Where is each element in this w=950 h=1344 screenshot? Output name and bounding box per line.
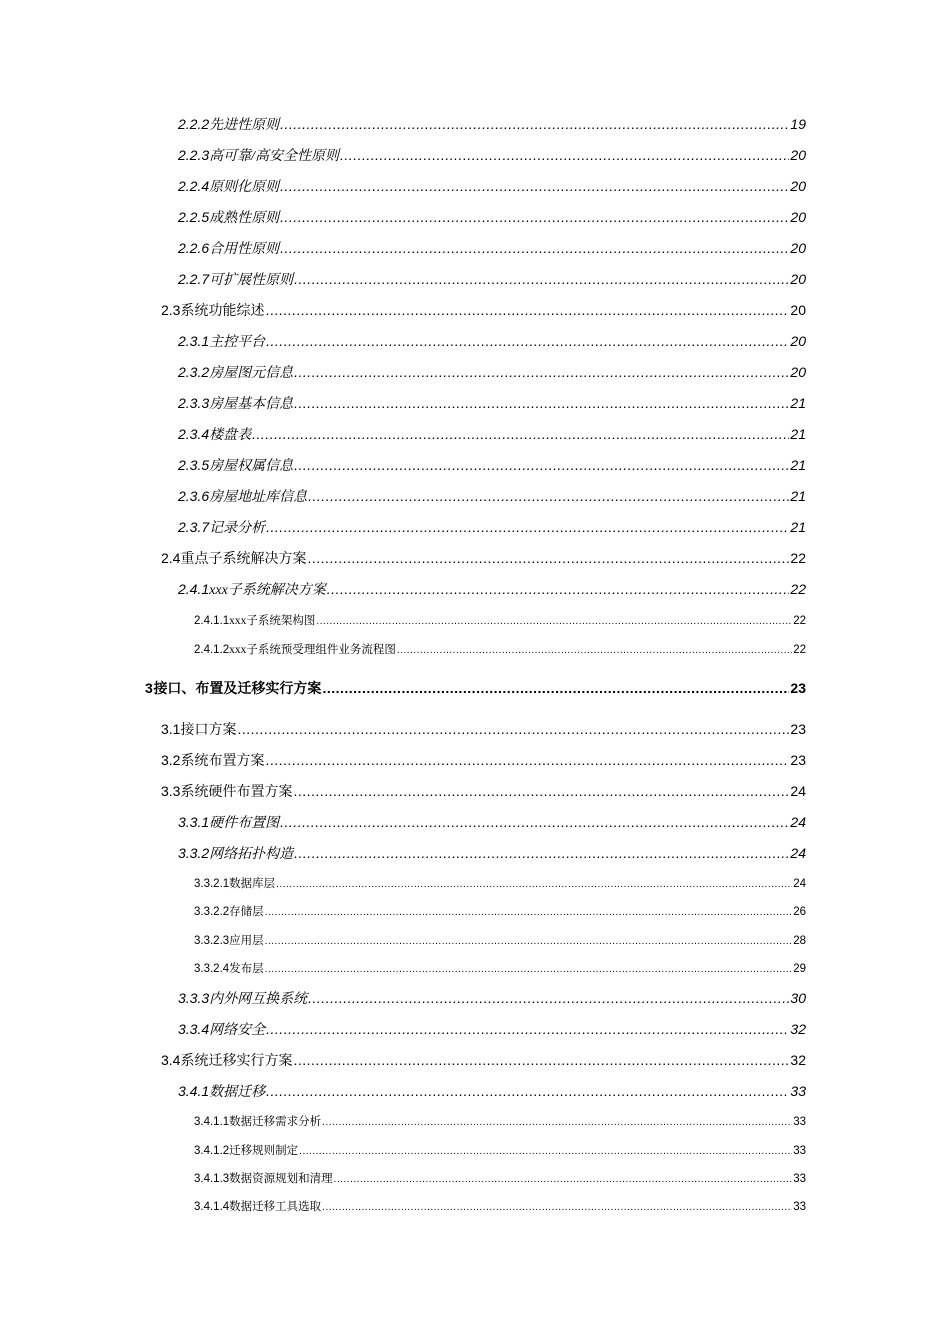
toc-page-number: 33 bbox=[790, 1083, 806, 1099]
dot-leader bbox=[266, 333, 789, 349]
toc-title: 成熟性原则 bbox=[209, 211, 280, 226]
toc-title: 硬件布置图 bbox=[209, 816, 280, 831]
toc-number: 2.3.4 bbox=[178, 426, 210, 442]
toc-page-number: 20 bbox=[790, 240, 806, 256]
dot-leader bbox=[265, 752, 789, 768]
dot-leader bbox=[293, 1052, 789, 1068]
toc-page-number: 33 bbox=[793, 1145, 806, 1157]
toc-page-number: 26 bbox=[793, 906, 806, 918]
toc-title: 系统硬件布置方案 bbox=[180, 785, 293, 800]
toc-page-number: 24 bbox=[793, 878, 806, 890]
toc-title: 系统功能综述 bbox=[180, 304, 265, 319]
toc-number: 3 bbox=[145, 680, 153, 696]
dot-leader bbox=[294, 845, 789, 861]
toc-number: 2.3.2 bbox=[178, 364, 210, 380]
toc-number: 3.3.2 bbox=[178, 845, 210, 861]
toc-number: 2.3.5 bbox=[178, 457, 210, 473]
dot-leader bbox=[294, 271, 789, 287]
toc-page-number: 33 bbox=[793, 1201, 806, 1213]
toc-page-number: 23 bbox=[790, 680, 806, 696]
toc-page-number: 22 bbox=[793, 615, 806, 627]
toc-number: 3.3.1 bbox=[178, 814, 210, 830]
toc-entry[interactable] bbox=[178, 114, 806, 134]
dot-leader bbox=[280, 209, 789, 225]
toc-number: 2.3 bbox=[161, 302, 181, 318]
toc-page-number: 24 bbox=[790, 783, 806, 799]
toc-entry[interactable] bbox=[194, 1142, 806, 1158]
toc-title: 网络拓扑构造 bbox=[209, 847, 294, 862]
toc-page-number: 24 bbox=[790, 845, 806, 861]
toc-page-number: 19 bbox=[790, 116, 806, 132]
dot-leader bbox=[293, 783, 789, 799]
toc-title: 数据资源规划和清理 bbox=[229, 1173, 333, 1185]
dot-leader bbox=[294, 395, 789, 411]
toc-title: 房屋地址库信息 bbox=[209, 490, 308, 505]
toc-title: 接口方案 bbox=[180, 723, 237, 738]
toc-entry[interactable] bbox=[178, 362, 806, 382]
toc-entry[interactable] bbox=[194, 932, 806, 948]
toc-title: 接口、布置及迁移实行方案 bbox=[153, 681, 322, 697]
toc-page-number: 21 bbox=[790, 395, 806, 411]
toc-entry[interactable] bbox=[194, 960, 806, 976]
toc-page-number: 20 bbox=[790, 271, 806, 287]
dot-leader bbox=[280, 116, 789, 132]
toc-entry[interactable] bbox=[194, 641, 806, 657]
toc-number: 2.2.2 bbox=[178, 116, 210, 132]
toc-page-number: 21 bbox=[790, 457, 806, 473]
toc-page-number: 21 bbox=[790, 488, 806, 504]
toc-title: xxx子系统架构图 bbox=[229, 615, 316, 627]
toc-title: 先进性原则 bbox=[209, 118, 280, 133]
toc-number: 3.4.1.4 bbox=[194, 1201, 230, 1213]
dot-leader bbox=[307, 550, 789, 566]
toc-page-number: 22 bbox=[790, 550, 806, 566]
toc-page-number: 22 bbox=[790, 581, 806, 597]
dot-leader bbox=[322, 680, 789, 696]
dot-leader bbox=[266, 1021, 789, 1037]
toc-entry[interactable] bbox=[178, 238, 806, 258]
dot-leader bbox=[280, 814, 789, 830]
toc-page-number: 20 bbox=[790, 333, 806, 349]
toc-page-number: 23 bbox=[790, 721, 806, 737]
toc-page-number: 24 bbox=[790, 814, 806, 830]
dot-leader bbox=[299, 1146, 792, 1157]
toc-entry[interactable] bbox=[178, 145, 806, 165]
toc-number: 3.2 bbox=[161, 752, 181, 768]
toc-entry[interactable] bbox=[178, 331, 806, 351]
toc-page-number: 20 bbox=[790, 178, 806, 194]
toc-entry[interactable] bbox=[178, 455, 806, 475]
toc-title: 房屋权属信息 bbox=[209, 459, 294, 474]
toc-title: 重点子系统解决方案 bbox=[180, 552, 307, 567]
toc-page-number: 33 bbox=[793, 1173, 806, 1185]
toc-entry[interactable] bbox=[178, 579, 806, 599]
toc-title: 记录分析 bbox=[209, 521, 266, 536]
toc-title: 原则化原则 bbox=[209, 180, 280, 195]
toc-title: 高可靠/高安全性原则 bbox=[209, 149, 340, 164]
toc-title: 应用层 bbox=[229, 935, 264, 947]
dot-leader bbox=[266, 1083, 789, 1099]
toc-title: xxx子系统解决方案 bbox=[209, 583, 326, 598]
toc-number: 3.4.1 bbox=[178, 1083, 210, 1099]
dot-leader bbox=[322, 1117, 792, 1128]
toc-entry[interactable] bbox=[194, 875, 806, 891]
toc-entry[interactable] bbox=[194, 903, 806, 919]
toc-page-number: 22 bbox=[793, 644, 806, 656]
toc-title: 系统迁移实行方案 bbox=[180, 1054, 293, 1069]
toc-entry[interactable] bbox=[161, 719, 806, 739]
dot-leader bbox=[265, 936, 793, 947]
toc-number: 3.3.4 bbox=[178, 1021, 210, 1037]
toc-number: 2.3.1 bbox=[178, 333, 210, 349]
toc-title: 迁移规则制定 bbox=[229, 1145, 299, 1157]
toc-entry[interactable] bbox=[178, 393, 806, 413]
dot-leader bbox=[397, 645, 792, 656]
toc-number: 3.4 bbox=[161, 1052, 181, 1068]
toc-entry[interactable] bbox=[161, 750, 806, 770]
toc-entry[interactable] bbox=[194, 1170, 806, 1186]
toc-number: 3.3.2.3 bbox=[194, 935, 230, 947]
toc-title: 数据迁移需求分析 bbox=[229, 1116, 322, 1128]
dot-leader bbox=[316, 616, 792, 627]
toc-entry[interactable] bbox=[145, 678, 806, 698]
toc-number: 3.3 bbox=[161, 783, 181, 799]
dot-leader bbox=[280, 178, 789, 194]
toc-number: 3.3.3 bbox=[178, 990, 210, 1006]
toc-page-number: 29 bbox=[793, 963, 806, 975]
toc-entry[interactable] bbox=[161, 1050, 806, 1070]
dot-leader bbox=[252, 426, 789, 442]
toc-page-number: 21 bbox=[790, 426, 806, 442]
toc-title: 存储层 bbox=[229, 906, 264, 918]
toc-number: 3.4.1.2 bbox=[194, 1145, 230, 1157]
toc-number: 2.4.1.2 bbox=[194, 644, 230, 656]
dot-leader bbox=[322, 1202, 792, 1213]
dot-leader bbox=[294, 457, 789, 473]
toc-page-number: 21 bbox=[790, 519, 806, 535]
toc-entry[interactable] bbox=[194, 1113, 806, 1129]
toc-title: 合用性原则 bbox=[209, 242, 280, 257]
toc-title: 数据迁移 bbox=[209, 1085, 266, 1100]
toc-number: 2.3.6 bbox=[178, 488, 210, 504]
dot-leader bbox=[334, 1174, 793, 1185]
dot-leader bbox=[308, 488, 789, 504]
toc-title: 数据库层 bbox=[229, 878, 276, 890]
toc-entry[interactable] bbox=[178, 269, 806, 289]
toc-page-number: 23 bbox=[790, 752, 806, 768]
toc-entry[interactable] bbox=[161, 781, 806, 801]
toc-number: 3.3.2.1 bbox=[194, 878, 230, 890]
toc-title: 数据迁移工具选取 bbox=[229, 1201, 322, 1213]
toc-title: 可扩展性原则 bbox=[209, 273, 294, 288]
toc-entry[interactable] bbox=[178, 424, 806, 444]
dot-leader bbox=[265, 302, 789, 318]
toc-number: 3.3.2.4 bbox=[194, 963, 230, 975]
toc-page-number: 33 bbox=[793, 1116, 806, 1128]
toc-title: 房屋图元信息 bbox=[209, 366, 294, 381]
toc-number: 2.2.4 bbox=[178, 178, 210, 194]
toc-title: 网络安全 bbox=[209, 1023, 266, 1038]
toc-entry[interactable] bbox=[178, 812, 806, 832]
toc-number: 3.1 bbox=[161, 721, 181, 737]
toc-number: 2.2.6 bbox=[178, 240, 210, 256]
toc-title: 楼盘表 bbox=[209, 428, 252, 443]
toc-page-number: 20 bbox=[790, 302, 806, 318]
toc-entry[interactable] bbox=[161, 548, 806, 568]
toc-number: 3.3.2.2 bbox=[194, 906, 230, 918]
toc-number: 2.2.5 bbox=[178, 209, 210, 225]
toc-page-number: 20 bbox=[790, 209, 806, 225]
dot-leader bbox=[276, 879, 792, 890]
dot-leader bbox=[340, 147, 789, 163]
toc-entry[interactable] bbox=[194, 612, 806, 628]
toc-title: 发布层 bbox=[229, 963, 264, 975]
toc-title: 系统布置方案 bbox=[180, 754, 265, 769]
dot-leader bbox=[266, 519, 789, 535]
toc-entry[interactable] bbox=[178, 207, 806, 227]
toc-entry[interactable] bbox=[178, 988, 806, 1008]
toc-number: 3.4.1.3 bbox=[194, 1173, 230, 1185]
toc-page-number: 32 bbox=[790, 1052, 806, 1068]
toc-entry[interactable] bbox=[178, 517, 806, 537]
toc-page-number: 30 bbox=[790, 990, 806, 1006]
toc-page-number: 28 bbox=[793, 935, 806, 947]
toc-title: 主控平台 bbox=[209, 335, 266, 350]
dot-leader bbox=[280, 240, 789, 256]
dot-leader bbox=[265, 964, 793, 975]
toc-title: 房屋基本信息 bbox=[209, 397, 294, 412]
toc-page-number: 32 bbox=[790, 1021, 806, 1037]
toc-entry[interactable] bbox=[194, 1198, 806, 1214]
toc-number: 2.4 bbox=[161, 550, 181, 566]
toc-entry[interactable] bbox=[178, 1081, 806, 1101]
toc-entry[interactable] bbox=[178, 176, 806, 196]
toc-entry[interactable] bbox=[178, 843, 806, 863]
dot-leader bbox=[237, 721, 789, 737]
dot-leader bbox=[327, 581, 790, 597]
toc-page-number: 20 bbox=[790, 364, 806, 380]
dot-leader bbox=[265, 907, 793, 918]
toc-number: 2.3.7 bbox=[178, 519, 210, 535]
toc-entry[interactable] bbox=[178, 1019, 806, 1039]
toc-number: 2.4.1.1 bbox=[194, 615, 230, 627]
toc-number: 3.4.1.1 bbox=[194, 1116, 230, 1128]
toc-title: 内外网互换系统 bbox=[209, 992, 308, 1007]
dot-leader bbox=[294, 364, 789, 380]
toc-entry[interactable] bbox=[161, 300, 806, 320]
toc-number: 2.2.3 bbox=[178, 147, 210, 163]
toc-number: 2.3.3 bbox=[178, 395, 210, 411]
toc-number: 2.2.7 bbox=[178, 271, 210, 287]
dot-leader bbox=[308, 990, 789, 1006]
toc-entry[interactable] bbox=[178, 486, 806, 506]
toc-title: xxx子系统预受理组件业务流程图 bbox=[229, 644, 396, 656]
toc-page-number: 20 bbox=[790, 147, 806, 163]
toc-number: 2.4.1 bbox=[178, 581, 210, 597]
